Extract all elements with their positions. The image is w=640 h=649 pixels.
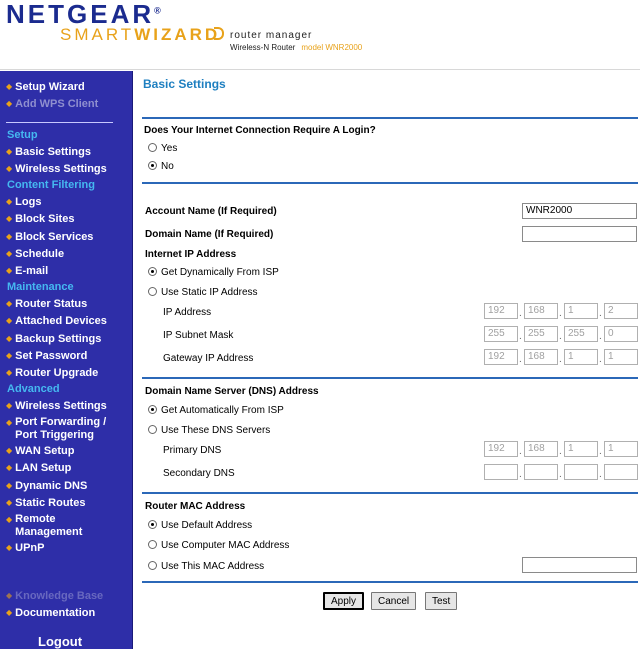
- ip-address-label: IP Address: [163, 307, 212, 318]
- section-setup: Setup: [7, 129, 38, 141]
- bullet-icon: ◆: [6, 481, 13, 490]
- sidebar-item-basic-settings[interactable]: [6, 145, 91, 159]
- sidebar-item-label: Schedule: [15, 248, 65, 260]
- section-content-filtering: Content Filtering: [7, 179, 95, 191]
- sidebar-item-router-upgrade[interactable]: [6, 366, 98, 380]
- subnet-mask-octet-2[interactable]: 255: [524, 326, 558, 342]
- login-yes-radio[interactable]: [148, 143, 157, 152]
- mac-computer-label: Use Computer MAC Address: [161, 540, 290, 551]
- octet-separator: .: [599, 469, 602, 480]
- bullet-icon: ◆: [6, 543, 13, 552]
- main-content: [134, 71, 640, 649]
- octet-separator: .: [599, 331, 602, 342]
- mac-computer-radio[interactable]: [148, 540, 157, 549]
- primary-dns-label: Primary DNS: [163, 445, 222, 456]
- sidebar-item-email[interactable]: [6, 264, 48, 278]
- page-title: Basic Settings: [143, 77, 226, 91]
- octet-separator: .: [519, 308, 522, 319]
- ip-dynamic-radio[interactable]: [148, 267, 157, 276]
- sidebar-item-label: E-mail: [15, 265, 49, 277]
- sidebar-item-logs[interactable]: [6, 195, 41, 209]
- gateway-octet-4[interactable]: 1: [604, 349, 638, 365]
- ip-address-octet-3[interactable]: 1: [564, 303, 598, 319]
- logo-wizard-text: WIZARD: [134, 25, 221, 44]
- sidebar-item-knowledge-base[interactable]: [6, 589, 103, 603]
- login-no-radio[interactable]: [148, 161, 157, 170]
- sidebar-item-label: Static Routes: [15, 497, 86, 509]
- subnet-mask-octet-3[interactable]: 255: [564, 326, 598, 342]
- account-name-input[interactable]: WNR2000: [522, 203, 637, 219]
- sidebar-item-set-password[interactable]: [6, 349, 87, 363]
- bullet-icon: ◆: [6, 197, 13, 206]
- secondary-dns-octet-3[interactable]: [564, 464, 598, 480]
- sidebar-item-dynamic-dns[interactable]: [6, 479, 87, 493]
- sidebar-item-label: WAN Setup: [15, 445, 75, 457]
- sidebar-item-backup-settings[interactable]: [6, 332, 101, 346]
- secondary-dns-label: Secondary DNS: [163, 468, 235, 479]
- sidebar-item-wireless-settings[interactable]: [6, 162, 107, 176]
- logo-registered-mark: ®: [154, 5, 161, 16]
- router-manager-label: router manager: [230, 30, 313, 41]
- octet-separator: .: [559, 354, 562, 365]
- sidebar-item-label: Documentation: [15, 607, 96, 619]
- dns-auto-radio[interactable]: [148, 405, 157, 414]
- sidebar-divider: [6, 122, 113, 123]
- section-advanced: Advanced: [7, 383, 60, 395]
- octet-separator: .: [559, 446, 562, 457]
- sidebar-item-label: UPnP: [15, 542, 45, 554]
- sidebar-item-lan-setup[interactable]: [6, 461, 71, 475]
- gateway-octet-2[interactable]: 168: [524, 349, 558, 365]
- sidebar-item-label: Wireless Settings: [15, 163, 107, 175]
- product-line: [230, 43, 362, 52]
- sidebar-item-label: Wireless Settings: [15, 400, 107, 412]
- test-button[interactable]: Test: [425, 592, 457, 610]
- login-question: Does Your Internet Connection Require A Login?: [144, 125, 376, 136]
- bullet-icon: ◆: [6, 608, 13, 617]
- bullet-icon: ◆: [6, 214, 13, 223]
- mac-section-label: Router MAC Address: [145, 501, 246, 512]
- domain-name-label: Domain Name (If Required): [145, 229, 274, 240]
- sidebar: [0, 71, 133, 649]
- dns-manual-label: Use These DNS Servers: [161, 425, 271, 436]
- bullet-icon: ◆: [6, 232, 13, 241]
- sidebar-item-attached-devices[interactable]: [6, 314, 107, 328]
- primary-dns-octet-2[interactable]: 168: [524, 441, 558, 457]
- subnet-mask-label: IP Subnet Mask: [163, 330, 234, 341]
- sidebar-item-label: Router Status: [15, 298, 88, 310]
- primary-dns-octet-4[interactable]: 1: [604, 441, 638, 457]
- dns-section-label: Domain Name Server (DNS) Address: [145, 386, 319, 397]
- logout-link[interactable]: Logout: [38, 634, 83, 649]
- subnet-mask-octet-1[interactable]: 255: [484, 326, 518, 342]
- login-no-label: No: [161, 161, 174, 172]
- apply-button[interactable]: Apply: [323, 592, 364, 610]
- sidebar-item-static-routes[interactable]: [6, 496, 85, 510]
- bullet-icon: ◆: [6, 368, 13, 377]
- ip-dynamic-label: Get Dynamically From ISP: [161, 267, 279, 278]
- bullet-icon: ◆: [6, 316, 13, 325]
- sidebar-item-label: Backup Settings: [15, 333, 102, 345]
- octet-separator: .: [519, 354, 522, 365]
- bullet-icon: ◆: [6, 249, 13, 258]
- smartwizard-logo: [60, 25, 220, 45]
- model-name: model WNR2000: [301, 43, 363, 52]
- sidebar-item-documentation[interactable]: [6, 606, 95, 620]
- sidebar-item-label: LAN Setup: [15, 462, 72, 474]
- product-name: Wireless-N Router: [230, 43, 296, 52]
- sidebar-item-label: Block Sites: [15, 213, 75, 225]
- gateway-octet-1[interactable]: 192: [484, 349, 518, 365]
- sidebar-item-label: Basic Settings: [15, 146, 91, 158]
- mac-this-radio[interactable]: [148, 561, 157, 570]
- octet-separator: .: [599, 308, 602, 319]
- primary-dns-octet-1[interactable]: 192: [484, 441, 518, 457]
- sidebar-item-add-wps-client: [6, 97, 98, 111]
- mac-address-input[interactable]: [522, 557, 637, 573]
- sidebar-item-label: Dynamic DNS: [15, 480, 88, 492]
- section-divider: [142, 581, 638, 583]
- login-yes-label: Yes: [161, 143, 178, 154]
- bullet-icon: ◆: [6, 334, 13, 343]
- ip-address-octet-4[interactable]: 2: [604, 303, 638, 319]
- octet-separator: .: [519, 469, 522, 480]
- sidebar-item-label: Logs: [15, 196, 42, 208]
- sidebar-item-label: Port Forwarding / Port Triggering: [15, 416, 107, 441]
- dns-manual-radio[interactable]: [148, 425, 157, 434]
- ip-static-radio[interactable]: [148, 287, 157, 296]
- ip-static-label: Use Static IP Address: [161, 287, 258, 298]
- cancel-button[interactable]: Cancel: [371, 592, 416, 610]
- sidebar-item-router-status[interactable]: [6, 297, 87, 311]
- bullet-icon: ◆: [6, 82, 13, 91]
- logo-netgear-text: NETGEAR: [6, 0, 155, 29]
- primary-dns-octet-3[interactable]: 1: [564, 441, 598, 457]
- octet-separator: .: [519, 446, 522, 457]
- mac-default-label: Use Default Address: [161, 520, 253, 531]
- sidebar-item-adv-wireless-settings[interactable]: [6, 399, 107, 413]
- sidebar-item-label: Remote Management: [15, 513, 83, 538]
- wizard-cap-icon: [214, 27, 224, 40]
- mac-this-label: Use This MAC Address: [161, 561, 265, 572]
- sidebar-item-label: Set Password: [15, 350, 88, 362]
- bullet-icon: ◆: [6, 515, 13, 524]
- secondary-dns-octet-2[interactable]: [524, 464, 558, 480]
- sidebar-item-setup-wizard[interactable]: [6, 80, 85, 94]
- secondary-dns-octet-1[interactable]: [484, 464, 518, 480]
- sidebar-item-port-forwarding[interactable]: [6, 416, 126, 442]
- bullet-icon: ◆: [6, 498, 13, 507]
- bullet-icon: ◆: [6, 591, 13, 600]
- ip-address-octet-1[interactable]: 192: [484, 303, 518, 319]
- secondary-dns-octet-4[interactable]: [604, 464, 638, 480]
- octet-separator: .: [519, 331, 522, 342]
- gateway-octet-3[interactable]: 1: [564, 349, 598, 365]
- section-maintenance: Maintenance: [7, 281, 74, 293]
- bullet-icon: ◆: [6, 99, 13, 108]
- bullet-icon: ◆: [6, 463, 13, 472]
- section-divider: [142, 377, 638, 379]
- bullet-icon: ◆: [6, 266, 13, 275]
- section-divider: [142, 492, 638, 494]
- bullet-icon: ◆: [6, 147, 13, 156]
- bullet-icon: ◆: [6, 351, 13, 360]
- sidebar-item-wan-setup[interactable]: [6, 444, 74, 458]
- domain-name-input[interactable]: [522, 226, 637, 242]
- sidebar-item-label: Attached Devices: [15, 315, 107, 327]
- octet-separator: .: [559, 308, 562, 319]
- sidebar-item-block-services[interactable]: [6, 230, 93, 244]
- subnet-mask-octet-4[interactable]: 0: [604, 326, 638, 342]
- octet-separator: .: [559, 469, 562, 480]
- gateway-label: Gateway IP Address: [163, 353, 254, 364]
- mac-default-radio[interactable]: [148, 520, 157, 529]
- dns-auto-label: Get Automatically From ISP: [161, 405, 284, 416]
- ip-address-octet-2[interactable]: 168: [524, 303, 558, 319]
- internet-ip-section-label: Internet IP Address: [145, 249, 237, 260]
- bullet-icon: ◆: [6, 401, 13, 410]
- bullet-icon: ◆: [6, 299, 13, 308]
- octet-separator: .: [599, 446, 602, 457]
- bullet-icon: ◆: [6, 446, 13, 455]
- section-divider: [142, 182, 638, 184]
- section-divider: [142, 117, 638, 119]
- sidebar-item-upnp[interactable]: [6, 541, 45, 555]
- sidebar-item-label: Setup Wizard: [15, 81, 85, 93]
- sidebar-item-block-sites[interactable]: [6, 212, 74, 226]
- octet-separator: .: [599, 354, 602, 365]
- octet-separator: .: [559, 331, 562, 342]
- sidebar-item-label: Add WPS Client: [15, 98, 99, 110]
- account-name-label: Account Name (If Required): [145, 206, 277, 217]
- sidebar-item-label: Knowledge Base: [15, 590, 104, 602]
- bullet-icon: ◆: [6, 164, 13, 173]
- sidebar-item-schedule[interactable]: [6, 247, 64, 261]
- sidebar-item-label: Router Upgrade: [15, 367, 99, 379]
- sidebar-item-label: Block Services: [15, 231, 94, 243]
- logo-smart-text: SMART: [60, 25, 135, 44]
- bullet-icon: ◆: [6, 418, 13, 427]
- sidebar-item-remote-management[interactable]: [6, 513, 126, 539]
- header: [0, 0, 640, 70]
